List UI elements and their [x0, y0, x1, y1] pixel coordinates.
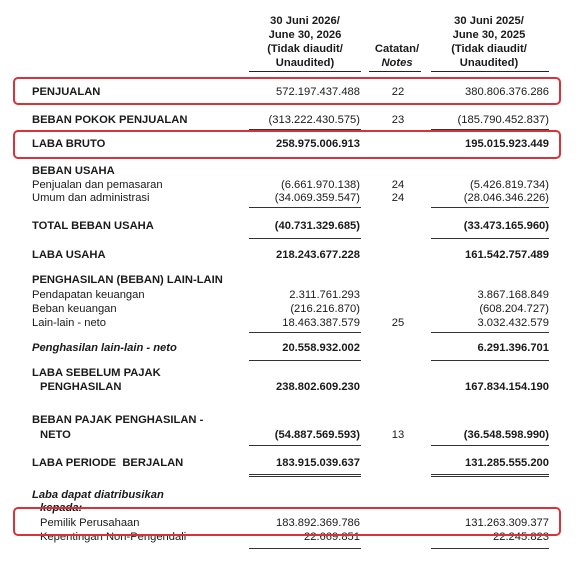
column-header-notes [364, 42, 430, 70]
note-ref: 24 [391, 179, 405, 191]
value-2025: (608.204.727) [479, 303, 549, 315]
header-line: Unaudited) [459, 57, 519, 69]
column-header-2025 [430, 14, 548, 70]
row-label: LABA USAHA [32, 249, 106, 261]
value-2025: 161.542.757.489 [465, 249, 549, 261]
section-heading: BEBAN USAHA [32, 165, 115, 177]
header-line: 30 Juni 2026/ [270, 15, 340, 27]
row-penjualan-pemasaran [0, 178, 577, 192]
value-2025: 22.245.823 [493, 531, 549, 543]
header-line: June 30, 2026 [268, 29, 342, 41]
section-heading: Laba dapat diatribusikan [32, 489, 164, 501]
value-2026: 183.892.369.786 [276, 517, 360, 529]
sum-rule [431, 476, 549, 477]
header-underline [431, 71, 549, 72]
row-label: PENGHASILAN [40, 381, 122, 393]
value-2025: 131.263.309.377 [465, 517, 549, 529]
note-ref: 23 [391, 114, 405, 126]
header-line: (Tidak diaudit/ [267, 43, 343, 55]
highlight-box-pemilik [13, 507, 561, 536]
value-2025: 167.834.154.190 [465, 381, 549, 393]
row-label: LABA SEBELUM PAJAK [32, 367, 161, 379]
value-2025: (185.790.452.837) [457, 114, 549, 126]
value-2026: (54.887.569.593) [274, 429, 360, 441]
row-label: TOTAL BEBAN USAHA [32, 220, 154, 232]
header-line: Notes [381, 57, 413, 69]
value-2025: (5.426.819.734) [470, 179, 549, 191]
sum-rule [249, 360, 361, 361]
row-laba-sebelum-pajak [0, 380, 577, 394]
sum-rule [431, 548, 549, 549]
row-label: PENJUALAN [32, 86, 101, 98]
header-line: (Tidak diaudit/ [451, 43, 527, 55]
sum-rule [431, 332, 549, 333]
row-beban-pajak [0, 428, 577, 442]
value-2026: 238.802.609.230 [276, 381, 360, 393]
row-label: Beban keuangan [32, 303, 117, 315]
row-beban-pokok [0, 113, 577, 127]
row-laba-usaha [0, 248, 577, 262]
row-label: Pemilik Perusahaan [40, 517, 140, 529]
value-2026: (216.216.870) [290, 303, 360, 315]
row-label: Pendapatan keuangan [32, 289, 145, 301]
value-2025: 3.032.432.579 [477, 317, 549, 329]
sum-rule [249, 332, 361, 333]
row-label: BEBAN PAJAK PENGHASILAN - [32, 414, 204, 426]
value-2025: (28.046.346.226) [463, 192, 549, 204]
value-2025: 131.285.555.200 [465, 457, 549, 469]
value-2026: 218.243.677.228 [276, 249, 360, 261]
row-penghasilan-lain-neto [0, 341, 577, 355]
value-2026: (34.069.359.547) [274, 192, 360, 204]
value-2026: 572.197.437.488 [276, 86, 360, 98]
row-atribusi-heading [0, 488, 577, 502]
value-2026: 2.311.761.293 [289, 289, 360, 301]
section-heading: PENGHASILAN (BEBAN) LAIN-LAIN [32, 274, 223, 286]
row-laba-periode-berjalan [0, 456, 577, 470]
row-label: Umum dan administrasi [32, 192, 150, 204]
value-2026: 258.975.006.913 [276, 138, 360, 150]
header-line: Unaudited) [275, 57, 335, 69]
note-ref: 13 [391, 429, 405, 441]
value-2026: 22.669.851 [304, 531, 360, 543]
sum-rule [431, 474, 549, 475]
note-ref: 22 [391, 86, 405, 98]
value-2026: 183.915.039.637 [276, 457, 360, 469]
value-2025: (33.473.165.960) [463, 220, 549, 232]
note-ref: 24 [391, 192, 405, 204]
row-label: NETO [40, 429, 71, 441]
row-label: Lain-lain - neto [32, 317, 107, 329]
sum-rule [249, 238, 361, 239]
header-line: Catatan/ [374, 43, 420, 55]
sum-rule [249, 548, 361, 549]
row-penghasilan-lain-heading [0, 273, 577, 287]
value-2026: 18.463.387.579 [282, 317, 360, 329]
sum-rule [249, 207, 361, 208]
row-beban-usaha-heading [0, 164, 577, 178]
header-line: June 30, 2025 [452, 29, 526, 41]
value-2026: (313.222.430.575) [268, 114, 360, 126]
sum-rule [431, 238, 549, 239]
row-pendapatan-keuangan [0, 288, 577, 302]
row-beban-pajak-line1 [0, 413, 577, 427]
value-2025: (36.548.598.990) [463, 429, 549, 441]
sum-rule [431, 360, 549, 361]
sum-rule [431, 207, 549, 208]
section-heading: kepada: [40, 502, 83, 514]
row-label: Penghasilan lain-lain - neto [32, 342, 177, 354]
row-beban-keuangan [0, 302, 577, 316]
value-2025: 195.015.923.449 [465, 138, 549, 150]
value-2025: 380.806.376.286 [465, 86, 549, 98]
highlight-box-laba-bruto [13, 130, 561, 159]
row-label: Kepentingan Non-Pengendali [40, 531, 187, 543]
column-header-2026 [246, 14, 364, 70]
sum-rule [249, 476, 361, 477]
note-ref: 25 [391, 317, 405, 329]
header-underline [369, 71, 421, 72]
value-2026: (6.661.970.138) [281, 179, 360, 191]
value-2026: 20.558.932.002 [282, 342, 360, 354]
value-2026: (40.731.329.685) [274, 220, 360, 232]
highlight-box-penjualan [13, 77, 561, 105]
row-label: BEBAN POKOK PENJUALAN [32, 114, 188, 126]
value-2025: 3.867.168.849 [477, 289, 549, 301]
row-label: Penjualan dan pemasaran [32, 179, 163, 191]
row-laba-sebelum-pajak-line1 [0, 366, 577, 380]
row-label: LABA BRUTO [32, 138, 106, 150]
row-umum-administrasi [0, 191, 577, 205]
sum-rule [431, 445, 549, 446]
sum-rule [249, 445, 361, 446]
row-lain-lain-neto [0, 316, 577, 330]
value-2025: 6.291.396.701 [477, 342, 549, 354]
sum-rule [249, 474, 361, 475]
header-line: 30 Juni 2025/ [454, 15, 524, 27]
row-label: LABA PERIODE BERJALAN [32, 457, 184, 469]
row-total-beban-usaha [0, 219, 577, 233]
header-underline [249, 71, 361, 72]
